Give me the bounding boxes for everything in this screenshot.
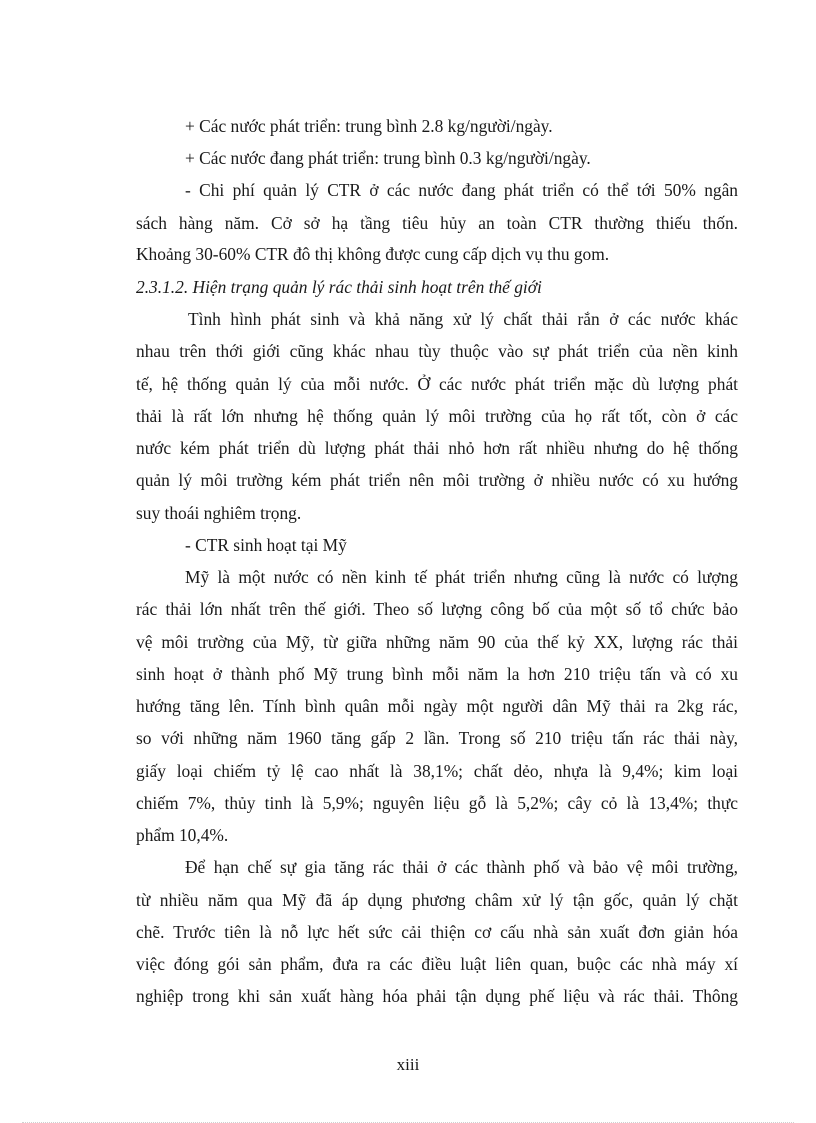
paragraph-line: chẽ. Trước tiên là nỗ lực hết sức cải thiện cơ cấu nhà sản xuất đơn giản hóa [136, 922, 738, 942]
paragraph-line: chiếm 7%, thủy tinh là 5,9%; nguyên liệu gỗ là 5,2%; cây cỏ là 13,4%; thực [136, 793, 738, 813]
subsection-label: - CTR sinh hoạt tại Mỹ [185, 535, 347, 555]
bullet-developing-countries: + Các nước đang phát triển: trung bình 0.3 kg/người/ngày. [185, 148, 591, 168]
paragraph-line: tế, hệ thống quản lý của mỗi nước. Ở các nước phát triển mặc dù lượng phát [136, 374, 738, 394]
paragraph-line: Khoảng 30-60% CTR đô thị không được cung cấp dịch vụ thu gom. [136, 244, 610, 264]
paragraph-line: Mỹ là một nước có nền kinh tế phát triển nhưng cũng là nước có lượng [185, 567, 738, 587]
paragraph-line: nước kém phát triển dù lượng phát thải nhỏ hơn rất nhiều nhưng do hệ thống [136, 438, 738, 458]
section-heading: 2.3.1.2. Hiện trạng quản lý rác thải sinh hoạt trên thế giới [136, 277, 542, 297]
paragraph-line: so với những năm 1960 tăng gấp 2 lần. Trong số 210 triệu tấn rác thải này, [136, 728, 738, 748]
page-number: xiii [396, 1055, 420, 1074]
paragraph-line: vệ môi trường của Mỹ, từ giữa những năm 90 của thế kỷ XX, lượng rác thải [136, 632, 738, 652]
paragraph-line: nhau trên thới giới cũng khác nhau tùy thuộc vào sự phát triển của nền kinh [136, 341, 738, 361]
paragraph-line: quản lý môi trường kém phát triển nên môi trường ở nhiều nước có xu hướng [136, 470, 738, 490]
paragraph-line: Để hạn chế sự gia tăng rác thải ở các thành phố và bảo vệ môi trường, [185, 857, 738, 877]
paragraph-line: - Chi phí quản lý CTR ở các nước đang phát triển có thể tới 50% ngân [185, 180, 738, 200]
paragraph-line: việc đóng gói sản phẩm, đưa ra các điều luật liên quan, buộc các nhà máy xí [136, 954, 738, 974]
paragraph-line: sinh hoạt ở thành phố Mỹ trung bình mỗi năm la hơn 210 triệu tấn và có xu [136, 664, 738, 684]
paragraph-line: Tình hình phát sinh và khả năng xử lý chất thải rắn ở các nước khác [188, 309, 738, 329]
paragraph-line: sách hàng năm. Cở sở hạ tầng tiêu hủy an toàn CTR thường thiếu thốn. [136, 213, 738, 233]
paragraph-line: hướng tăng lên. Tính bình quân mỗi ngày một người dân Mỹ thải ra 2kg rác, [136, 696, 738, 716]
paragraph-line: giấy loại chiếm tỷ lệ cao nhất là 38,1%; chất dẻo, nhựa là 9,4%; kim loại [136, 761, 738, 781]
paragraph-line: suy thoái nghiêm trọng. [136, 503, 302, 523]
paragraph-line: rác thải lớn nhất trên thế giới. Theo số lượng công bố của một số tổ chức bảo [136, 599, 738, 619]
paragraph-line: phẩm 10,4%. [136, 825, 229, 845]
bullet-developed-countries: + Các nước phát triển: trung bình 2.8 kg/người/ngày. [185, 116, 553, 136]
paragraph-line: thải là rất lớn nhưng hệ thống quản lý môi trường của họ rất tốt, còn ở các [136, 406, 738, 426]
paragraph-line: từ nhiều năm qua Mỹ đã áp dụng phương châm xử lý tận gốc, quản lý chặt [136, 890, 738, 910]
paragraph-line: nghiệp trong khi sản xuất hàng hóa phải tận dụng phế liệu và rác thải. Thông [136, 986, 738, 1006]
